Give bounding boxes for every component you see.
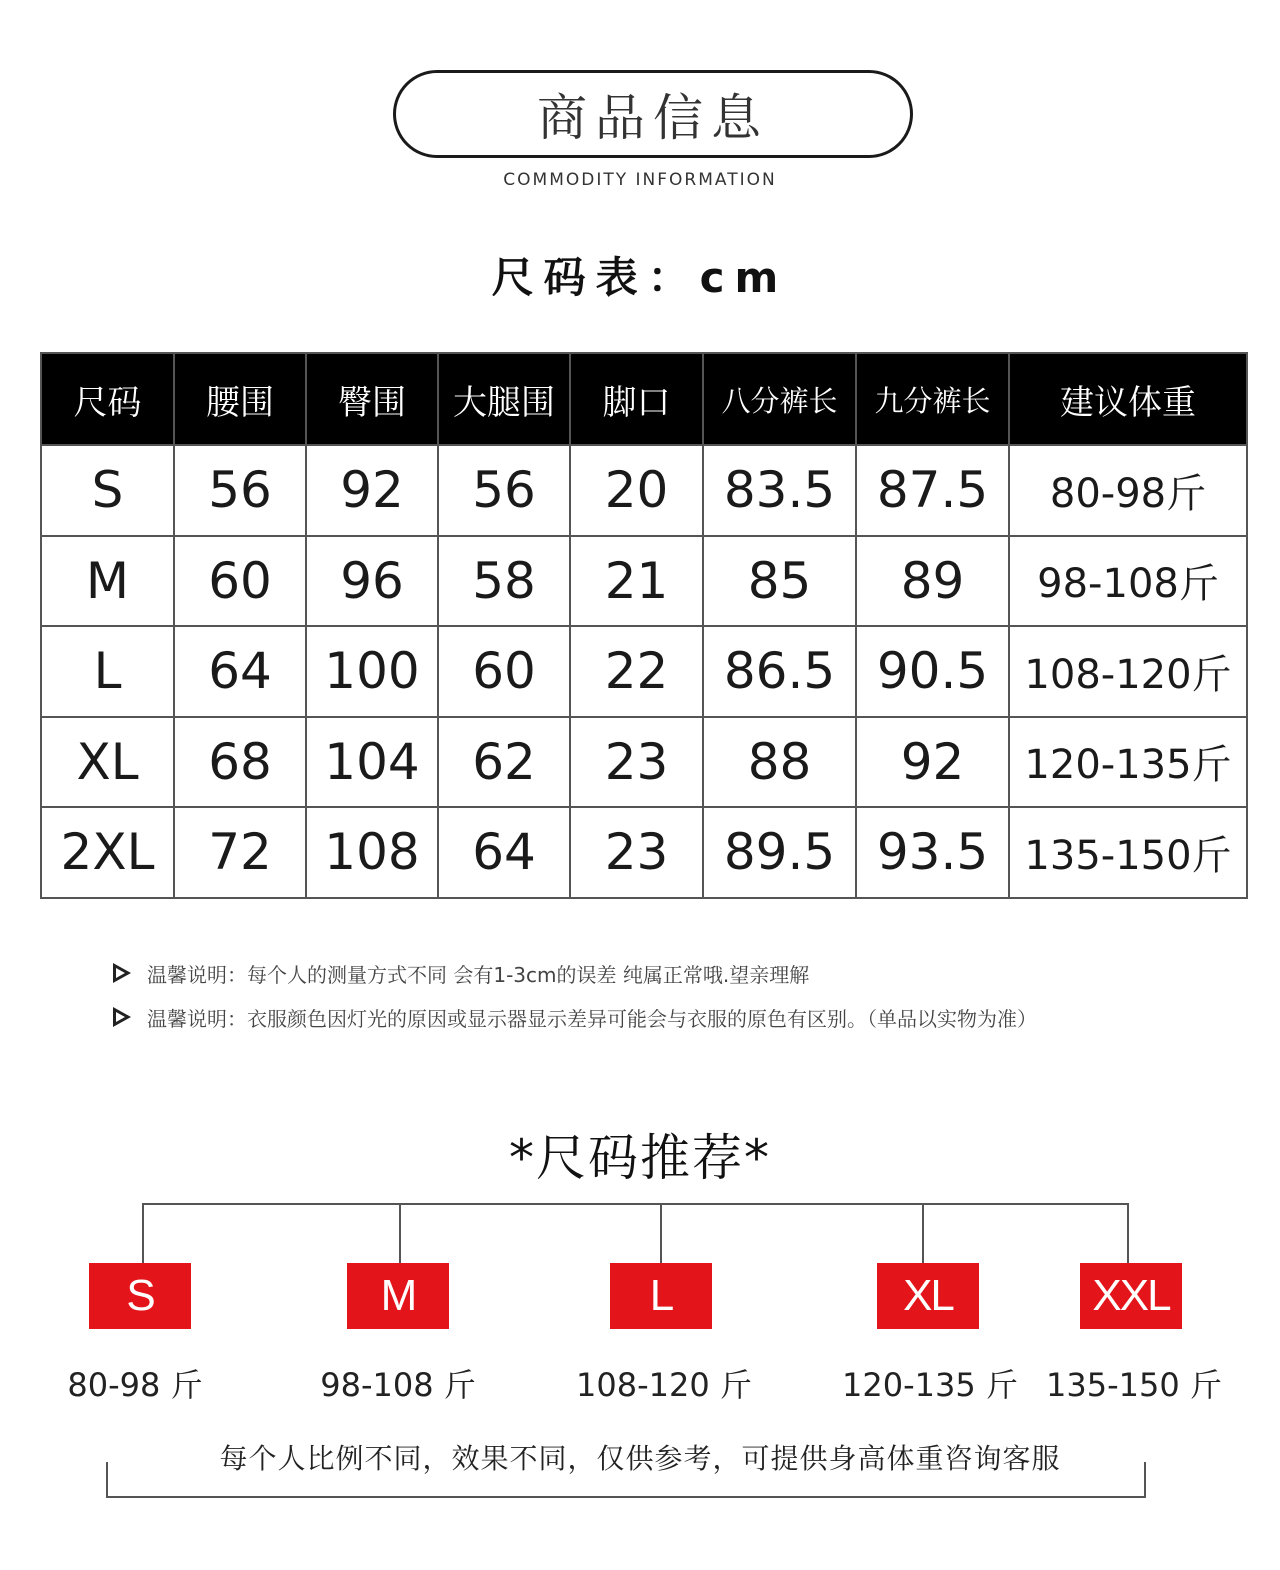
table-cell: 21 — [570, 536, 703, 627]
table-cell: 62 — [438, 717, 570, 808]
table-cell: 80-98斤 — [1009, 445, 1247, 536]
size-range: 120-135 斤 — [842, 1366, 1018, 1404]
size-badge-m: M — [347, 1263, 449, 1329]
connector-line — [922, 1203, 924, 1263]
table-cell: 100 — [306, 626, 438, 717]
size-chart-title: 尺码表：cm — [491, 253, 789, 302]
size-table — [40, 352, 1248, 899]
table-cell: 108 — [306, 807, 438, 898]
table-row — [41, 626, 1247, 717]
table-row — [41, 807, 1247, 898]
table-cell: 89.5 — [703, 807, 856, 898]
column-header: 尺码 — [41, 353, 174, 445]
table-cell: 56 — [174, 445, 306, 536]
table-cell: 92 — [306, 445, 438, 536]
connector-line — [399, 1203, 401, 1263]
column-header: 建议体重 — [1009, 353, 1247, 445]
table-cell: 72 — [174, 807, 306, 898]
table-cell: 20 — [570, 445, 703, 536]
table-cell: 23 — [570, 807, 703, 898]
size-badge-xxl: XXL — [1080, 1263, 1182, 1329]
table-cell: 87.5 — [856, 445, 1009, 536]
table-cell: 85 — [703, 536, 856, 627]
column-header: 腰围 — [174, 353, 306, 445]
size-range: 108-120 斤 — [576, 1366, 752, 1404]
page-subtitle: COMMODITY INFORMATION — [503, 170, 777, 190]
table-cell: 98-108斤 — [1009, 536, 1247, 627]
recommendation-footer: 每个人比例不同，效果不同，仅供参考，可提供身高体重咨询客服 — [219, 1442, 1061, 1475]
table-cell: 23 — [570, 717, 703, 808]
table-cell: 58 — [438, 536, 570, 627]
connector-line — [1127, 1203, 1129, 1263]
table-cell: 2XL — [41, 807, 174, 898]
footer-bracket-line — [106, 1496, 1146, 1498]
table-cell: 135-150斤 — [1009, 807, 1247, 898]
size-badge-s: S — [89, 1263, 191, 1329]
table-cell: 88 — [703, 717, 856, 808]
size-range: 135-150 斤 — [1046, 1366, 1222, 1404]
table-cell: 108-120斤 — [1009, 626, 1247, 717]
footer-bracket-line — [1144, 1462, 1146, 1498]
table-cell: 92 — [856, 717, 1009, 808]
table-cell: 86.5 — [703, 626, 856, 717]
table-cell: 96 — [306, 536, 438, 627]
table-row — [41, 717, 1247, 808]
column-header: 九分裤长 — [856, 353, 1009, 445]
note-text: 温馨说明：衣服颜色因灯光的原因或显示器显示差异可能会与衣服的原色有区别。（单品以实物为准） — [147, 1006, 1037, 1031]
table-cell: 104 — [306, 717, 438, 808]
table-cell: 56 — [438, 445, 570, 536]
triangle-bullet-icon — [113, 1007, 131, 1027]
size-badge-l: L — [610, 1263, 712, 1329]
notes-list — [113, 958, 1037, 1046]
triangle-bullet-icon — [113, 963, 131, 983]
size-range: 80-98 斤 — [67, 1366, 203, 1404]
table-cell: 60 — [438, 626, 570, 717]
table-cell: 93.5 — [856, 807, 1009, 898]
table-cell: S — [41, 445, 174, 536]
table-header-row — [41, 353, 1247, 445]
note-item — [113, 958, 1037, 988]
table-cell: 64 — [174, 626, 306, 717]
footer-bracket-line — [106, 1462, 108, 1498]
table-cell: 90.5 — [856, 626, 1009, 717]
table-cell: 60 — [174, 536, 306, 627]
connector-line — [142, 1203, 1129, 1205]
table-cell: 120-135斤 — [1009, 717, 1247, 808]
header-pill — [393, 70, 913, 158]
column-header: 脚口 — [570, 353, 703, 445]
connector-line — [142, 1203, 144, 1263]
note-item — [113, 1002, 1037, 1032]
table-cell: M — [41, 536, 174, 627]
page-title: 商品信息 — [537, 89, 769, 147]
table-cell: 83.5 — [703, 445, 856, 536]
table-cell: 68 — [174, 717, 306, 808]
table-cell: XL — [41, 717, 174, 808]
column-header: 臀围 — [306, 353, 438, 445]
table-cell: 22 — [570, 626, 703, 717]
table-cell: 64 — [438, 807, 570, 898]
size-range: 98-108 斤 — [320, 1366, 476, 1404]
table-cell: 89 — [856, 536, 1009, 627]
connector-line — [660, 1203, 662, 1263]
column-header: 大腿围 — [438, 353, 570, 445]
note-text: 温馨说明：每个人的测量方式不同 会有1-3cm的误差 纯属正常哦.望亲理解 — [147, 962, 810, 987]
table-row — [41, 536, 1247, 627]
column-header: 八分裤长 — [703, 353, 856, 445]
table-cell: L — [41, 626, 174, 717]
table-row — [41, 445, 1247, 536]
size-badge-xl: XL — [877, 1263, 979, 1329]
recommendation-title: *尺码推荐* — [509, 1129, 771, 1187]
